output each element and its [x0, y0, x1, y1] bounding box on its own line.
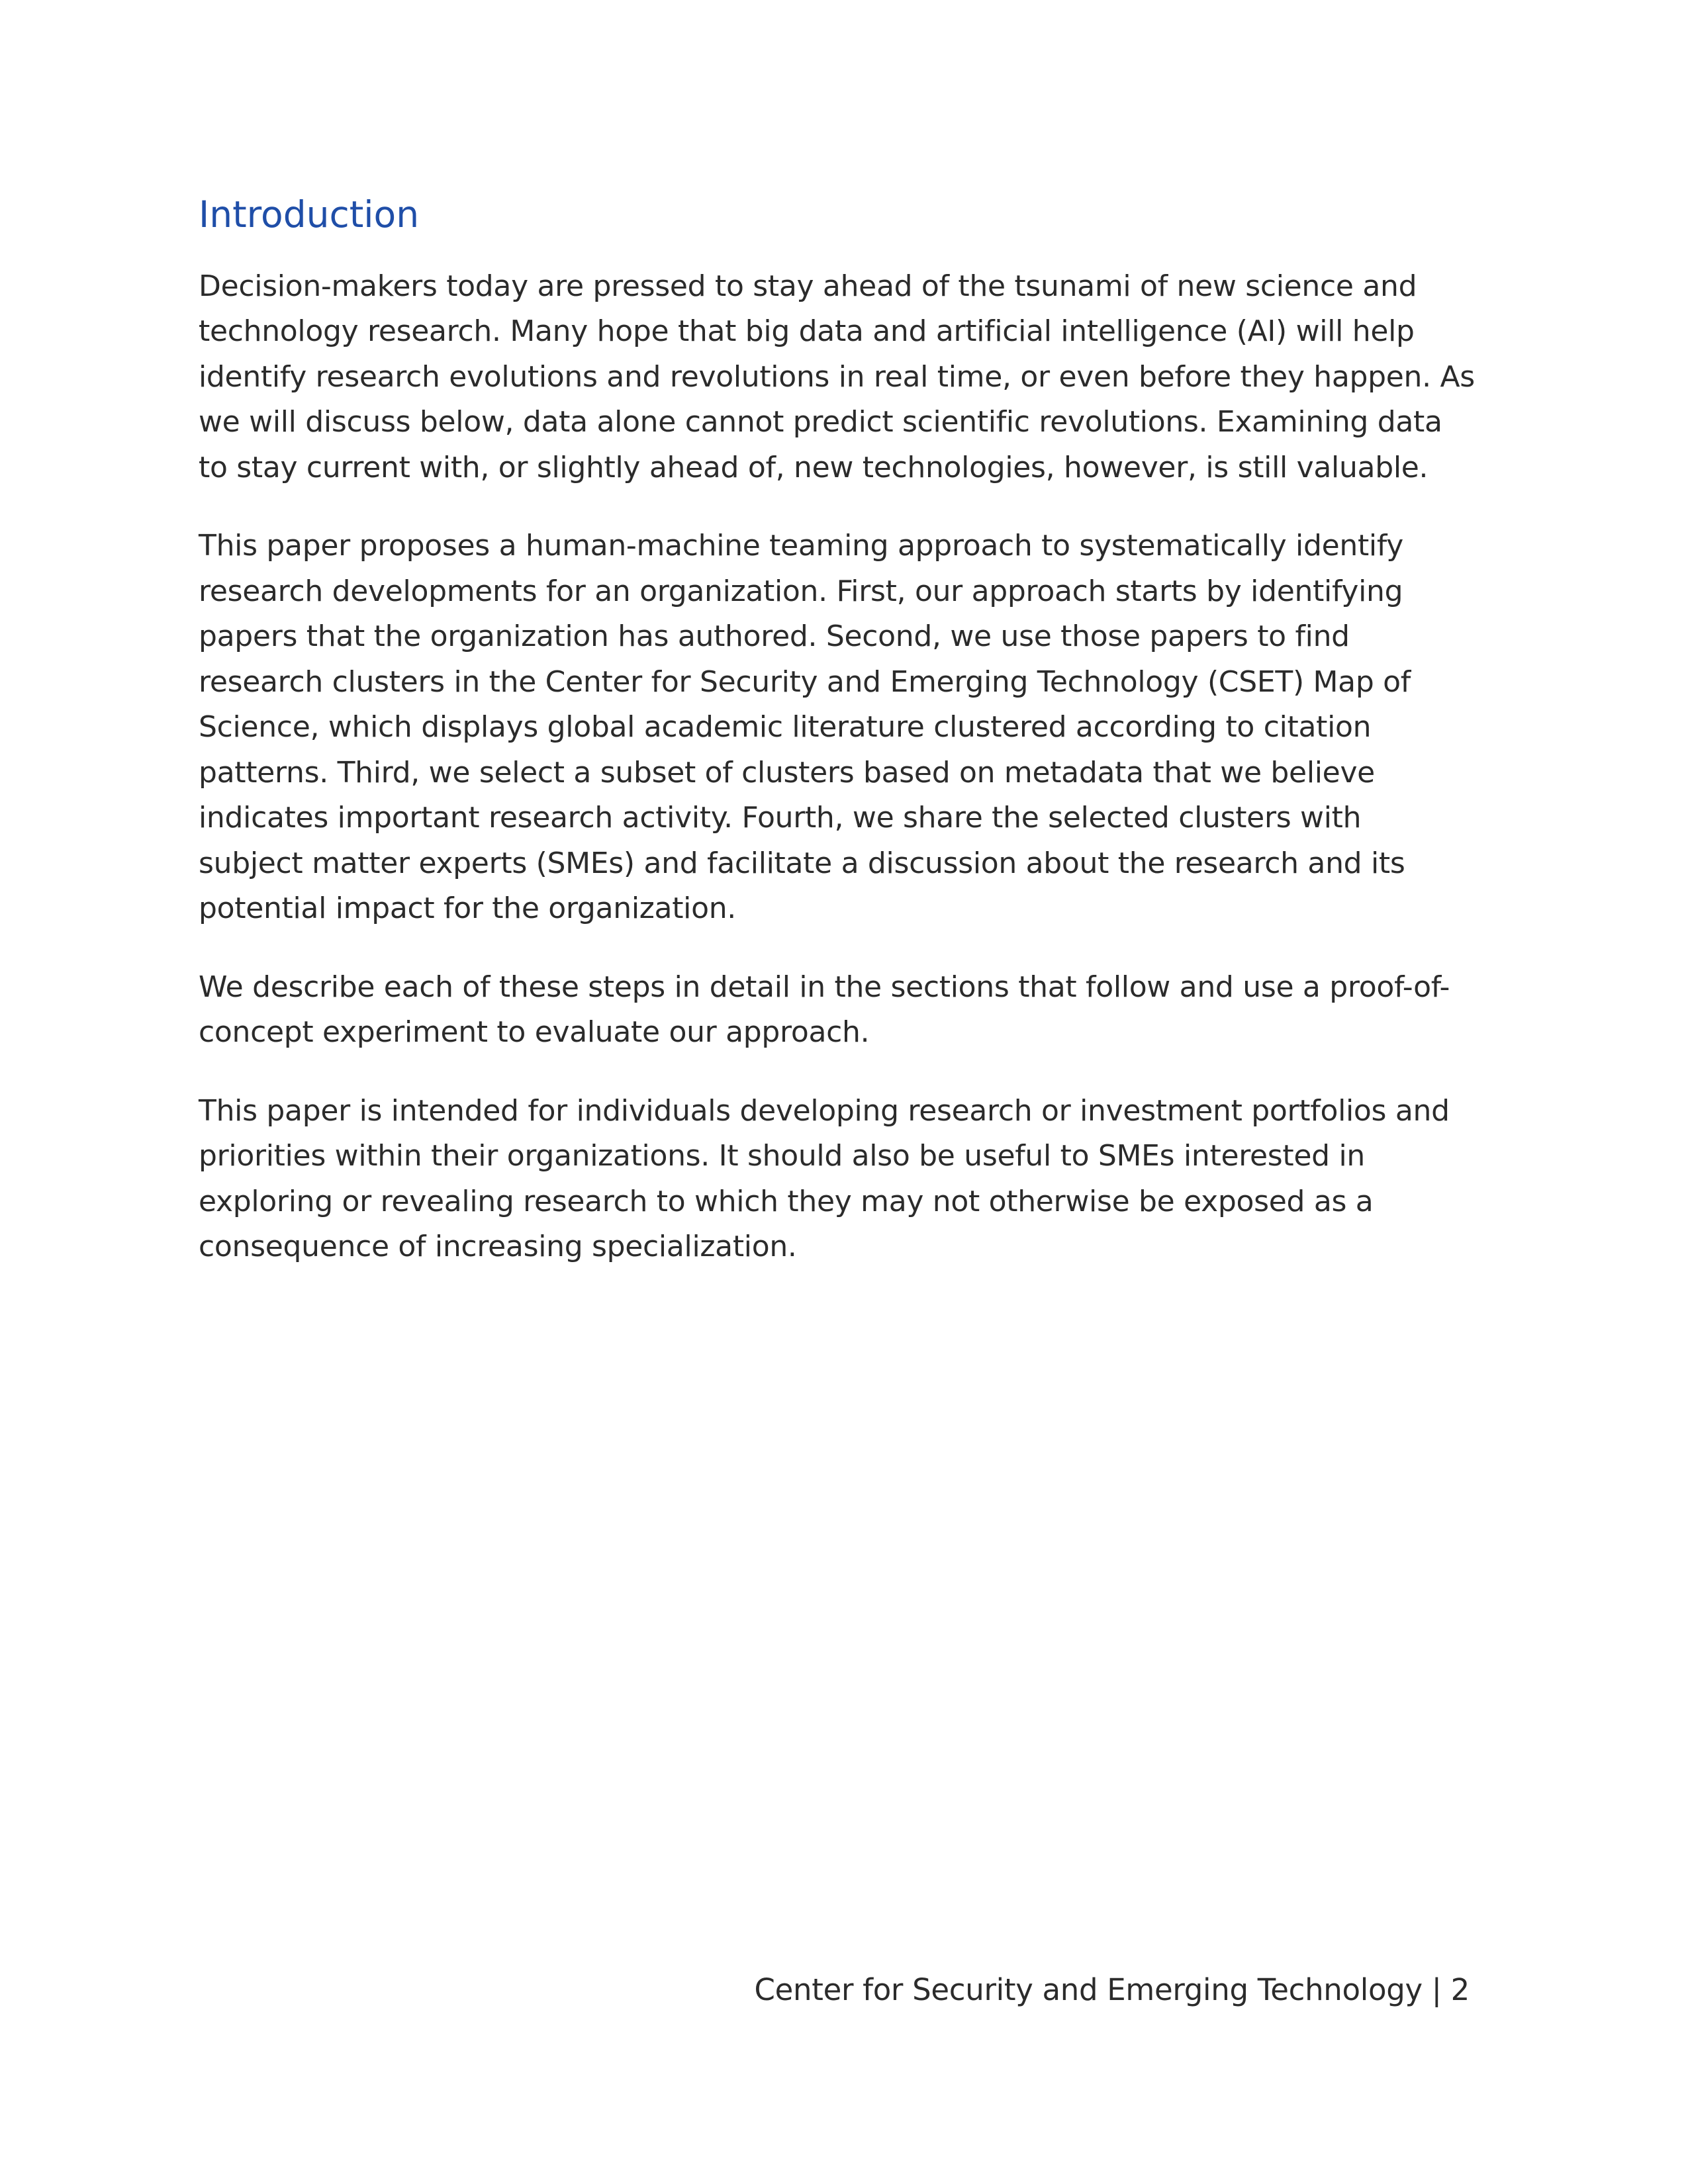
paragraph-line: we will discuss below, data alone cannot predict scientific revolutions. Examining data — [199, 405, 1442, 439]
paragraph-2 — [199, 523, 1496, 932]
paragraph-3 — [199, 965, 1496, 1056]
paragraph-line: consequence of increasing specialization. — [199, 1230, 797, 1264]
paragraph-line: priorities within their organizations. It should also be useful to SMEs interested in — [199, 1139, 1365, 1173]
paragraph-line: Science, which displays global academic literature clustered according to citation — [199, 710, 1372, 745]
paragraph-line: exploring or revealing research to which they may not otherwise be exposed as a — [199, 1184, 1374, 1218]
paragraph-line: Decision-makers today are pressed to stay ahead of the tsunami of new science and — [199, 269, 1417, 303]
paragraph-line: subject matter experts (SMEs) and facilitate a discussion about the research and its — [199, 846, 1405, 880]
page-content — [199, 192, 1496, 1303]
paragraph-line: identify research evolutions and revolutions in real time, or even before they happen. As — [199, 359, 1475, 394]
paragraph-line: potential impact for the organization. — [199, 891, 736, 926]
paragraph-line: papers that the organization has authored. Second, we use those papers to find — [199, 619, 1350, 654]
paragraph-line: This paper is intended for individuals developing research or investment portfolios and — [199, 1093, 1450, 1128]
paragraph-line: We describe each of these steps in detail in the sections that follow and use a proof-of- — [199, 970, 1450, 1004]
paragraph-line: to stay current with, or slightly ahead of, new technologies, however, is still valuable. — [199, 450, 1429, 484]
paragraph-line: This paper proposes a human-machine teaming approach to systematically identify — [199, 529, 1403, 563]
paragraph-line: research clusters in the Center for Security and Emerging Technology (CSET) Map of — [199, 664, 1411, 699]
paragraph-1 — [199, 264, 1496, 491]
paragraph-line: technology research. Many hope that big data and artificial intelligence (AI) will help — [199, 314, 1415, 349]
section-heading: Introduction — [199, 193, 420, 236]
paragraph-line: concept experiment to evaluate our approach. — [199, 1015, 870, 1050]
page-footer: Center for Security and Emerging Technology | 2 — [754, 1972, 1470, 2007]
paragraph-4 — [199, 1089, 1496, 1270]
paragraph-line: research developments for an organization. First, our approach starts by identifying — [199, 574, 1403, 608]
paragraph-line: indicates important research activity. Fourth, we share the selected clusters with — [199, 801, 1362, 835]
paragraph-line: patterns. Third, we select a subset of clusters based on metadata that we believe — [199, 755, 1375, 790]
